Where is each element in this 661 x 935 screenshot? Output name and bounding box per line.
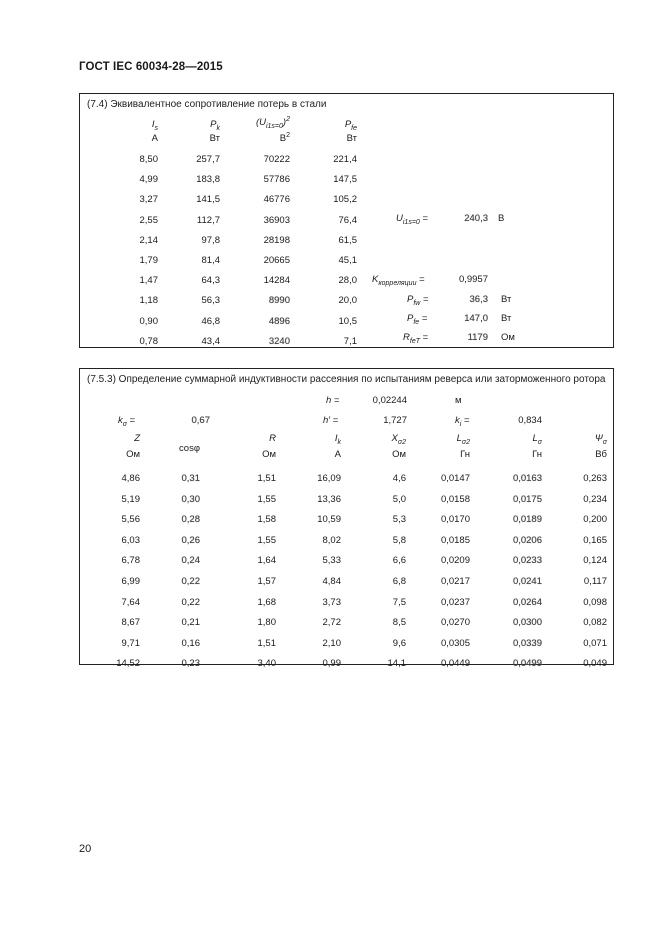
iron-loss-cell: 70222 bbox=[263, 154, 290, 165]
page-number: 20 bbox=[79, 843, 92, 855]
leakage-col-unit: Ом bbox=[262, 449, 276, 460]
u-unit: В bbox=[498, 213, 505, 224]
leakage-caption: (7.5.3) Определение суммарной индуктивности рассеяния по испытаниям реверса или заторможенного ротора bbox=[87, 374, 606, 385]
leakage-col-header: Z bbox=[134, 433, 140, 444]
document-header: ГОСТ IEC 60034-28—2015 bbox=[79, 61, 223, 73]
iron-loss-cell: 2,14 bbox=[139, 234, 158, 246]
iron-loss-cell: 3240 bbox=[268, 335, 290, 347]
iron-loss-cell: 28198 bbox=[263, 234, 290, 246]
leakage-cell: 0,22 bbox=[181, 596, 200, 608]
leakage-cell: 0,0264 bbox=[512, 596, 542, 608]
leakage-cell: 0,098 bbox=[583, 596, 607, 608]
leakage-cell: 0,0339 bbox=[512, 637, 542, 649]
iron-loss-cell: 257,7 bbox=[196, 154, 220, 165]
leakage-cell: 0,0209 bbox=[440, 555, 470, 567]
leakage-cell: 0,071 bbox=[583, 637, 607, 649]
leakage-cell: 1,55 bbox=[257, 534, 276, 546]
h-label: h = bbox=[326, 395, 340, 406]
leakage-cell: 0,0217 bbox=[440, 576, 470, 587]
leakage-cell: 6,99 bbox=[121, 576, 140, 587]
iron-loss-cell: 3,27 bbox=[139, 194, 158, 206]
iron-loss-cell: 20,0 bbox=[338, 295, 357, 307]
leakage-cell: 0,0170 bbox=[440, 514, 470, 526]
leakage-col-unit: Ом bbox=[126, 449, 140, 460]
leakage-cell: 9,6 bbox=[392, 637, 406, 649]
ks-label: $k_\sigma$ = bbox=[118, 415, 136, 428]
leakage-cell: 4,6 bbox=[392, 473, 406, 484]
leakage-cell: 10,59 bbox=[317, 514, 341, 526]
col-header-pk: $P_k$ bbox=[210, 119, 220, 132]
iron-loss-cell: 45,1 bbox=[338, 255, 357, 266]
iron-loss-cell: 64,3 bbox=[201, 275, 220, 287]
iron-loss-cell: 221,4 bbox=[333, 154, 357, 165]
leakage-cell: 0,16 bbox=[181, 637, 200, 649]
leakage-cell: 1,58 bbox=[257, 514, 276, 526]
leakage-cell: 0,0163 bbox=[512, 473, 542, 484]
iron-loss-cell: 1,79 bbox=[139, 255, 158, 266]
leakage-cell: 0,0237 bbox=[440, 596, 470, 608]
leakage-cell: 0,0305 bbox=[440, 637, 470, 649]
leakage-cell: 0,0300 bbox=[512, 617, 542, 629]
iron-loss-cell: 46,8 bbox=[201, 315, 220, 327]
leakage-cell: 1,51 bbox=[257, 637, 276, 649]
leakage-cell: 7,5 bbox=[392, 596, 406, 608]
iron-loss-cell: 183,8 bbox=[196, 174, 220, 186]
leakage-cell: 16,09 bbox=[317, 473, 341, 484]
leakage-cell: 5,3 bbox=[392, 514, 406, 526]
leakage-cell: 0,117 bbox=[583, 576, 607, 587]
leakage-col-header: $L_\sigma$ bbox=[532, 433, 542, 446]
iron-loss-cell: 4896 bbox=[268, 315, 290, 327]
ki-label: $k_i$ = bbox=[455, 415, 470, 428]
col-header-u2: $(U_{i1s=0})^2$ bbox=[255, 116, 290, 131]
leakage-cell: 0,26 bbox=[181, 534, 200, 546]
iron-loss-cell: 20665 bbox=[263, 255, 290, 266]
leakage-cell: 3,40 bbox=[257, 658, 276, 670]
leakage-cell: 3,73 bbox=[322, 596, 341, 608]
iron-loss-cell: 8,50 bbox=[139, 154, 158, 165]
iron-loss-cell: 57786 bbox=[263, 174, 290, 186]
pfw-unit: Вт bbox=[501, 294, 512, 305]
leakage-cell: 1,80 bbox=[257, 617, 276, 629]
ki-value: 0,834 bbox=[518, 415, 542, 426]
leakage-col-unit: А bbox=[334, 449, 341, 460]
u-value: 240,3 bbox=[464, 213, 488, 224]
leakage-cell: 0,0270 bbox=[440, 617, 470, 629]
iron-loss-cell: 76,4 bbox=[338, 214, 357, 226]
leakage-cell: 4,84 bbox=[322, 576, 341, 587]
leakage-cell: 0,082 bbox=[583, 617, 607, 629]
pfw-value: 36,3 bbox=[469, 294, 488, 305]
col-header-pfe: $P_{fe}$ bbox=[344, 119, 357, 132]
iron-loss-cell: 10,5 bbox=[338, 315, 357, 327]
leakage-cell: 0,0158 bbox=[440, 493, 470, 505]
leakage-cell: 0,0206 bbox=[512, 534, 542, 546]
leakage-cell: 14,1 bbox=[387, 658, 406, 670]
iron-loss-cell: 97,8 bbox=[201, 234, 220, 246]
h-unit: м bbox=[455, 395, 462, 406]
leakage-col-unit: Гн bbox=[460, 449, 470, 460]
leakage-cell: 1,68 bbox=[257, 596, 276, 608]
leakage-cell: 6,78 bbox=[121, 555, 140, 567]
k-label: $K_{корреляции}$ = bbox=[372, 274, 425, 287]
leakage-cell: 0,0241 bbox=[512, 576, 542, 587]
iron-loss-cell: 105,2 bbox=[333, 194, 357, 206]
leakage-col-header: R bbox=[269, 433, 276, 444]
iron-loss-cell: 81,4 bbox=[201, 255, 220, 266]
leakage-cell: 6,03 bbox=[121, 534, 140, 546]
leakage-cell: 9,71 bbox=[121, 637, 140, 649]
iron-loss-cell: 2,55 bbox=[139, 214, 158, 226]
leakage-cell: 14,52 bbox=[116, 658, 140, 670]
iron-loss-cell: 0,78 bbox=[139, 335, 158, 347]
hp-value: 1,727 bbox=[383, 415, 407, 426]
leakage-cell: 0,234 bbox=[583, 493, 607, 505]
leakage-cell: 7,64 bbox=[121, 596, 140, 608]
iron-loss-cell: 0,90 bbox=[139, 315, 158, 327]
leakage-cell: 0,0499 bbox=[512, 658, 542, 670]
leakage-col-unit: Гн bbox=[532, 449, 542, 460]
rfe-value: 1179 bbox=[467, 332, 488, 343]
leakage-cell: 1,57 bbox=[257, 576, 276, 587]
iron-loss-cell: 14284 bbox=[263, 275, 290, 287]
iron-loss-table bbox=[79, 93, 614, 348]
leakage-col-unit: Ом bbox=[392, 449, 406, 460]
pfe-unit: Вт bbox=[501, 313, 512, 324]
unit-pk: Вт bbox=[209, 133, 220, 144]
k-value: 0,9957 bbox=[458, 274, 488, 285]
leakage-cell: 0,23 bbox=[181, 658, 200, 670]
leakage-cell: 0,0449 bbox=[440, 658, 470, 670]
leakage-cell: 0,28 bbox=[181, 514, 200, 526]
rfe-unit: Ом bbox=[501, 332, 515, 343]
leakage-cell: 0,22 bbox=[181, 576, 200, 587]
iron-loss-cell: 141,5 bbox=[196, 194, 220, 206]
leakage-cell: 1,55 bbox=[257, 493, 276, 505]
leakage-cell: 5,0 bbox=[392, 493, 406, 505]
leakage-cell: 6,8 bbox=[392, 576, 406, 587]
leakage-col-header: $\Psi_\sigma$ bbox=[594, 433, 607, 446]
unit-u2: $В^2$ bbox=[279, 132, 290, 145]
leakage-cell: 2,10 bbox=[322, 637, 341, 649]
ks-value: 0,67 bbox=[191, 415, 210, 426]
col-header-is: $I_s$ bbox=[151, 119, 158, 132]
leakage-col-header: $X_{\sigma 2}$ bbox=[391, 433, 406, 446]
pfe-label: $P_{fe}$ = bbox=[407, 313, 428, 326]
leakage-cell: 6,6 bbox=[392, 555, 406, 567]
leakage-inductance-table bbox=[79, 368, 614, 670]
leakage-cell: 1,51 bbox=[257, 473, 276, 484]
leakage-cell: 0,0147 bbox=[440, 473, 470, 484]
leakage-cell: 0,165 bbox=[583, 534, 607, 546]
leakage-cell: 5,56 bbox=[121, 514, 140, 526]
unit-is: А bbox=[151, 133, 158, 144]
iron-loss-cell: 46776 bbox=[263, 194, 290, 206]
leakage-cell: 0,124 bbox=[583, 555, 607, 567]
iron-loss-cell: 4,99 bbox=[139, 174, 158, 186]
leakage-cell: 5,19 bbox=[121, 493, 140, 505]
iron-loss-caption: (7.4) Эквивалентное сопротивление потерь в стали bbox=[87, 99, 327, 110]
leakage-col-header: cosφ bbox=[179, 443, 200, 454]
leakage-cell: 0,200 bbox=[583, 514, 607, 526]
leakage-col-header: $I_k$ bbox=[334, 433, 341, 446]
pfw-label: $P_{fw}$ = bbox=[407, 294, 429, 307]
leakage-cell: 0,99 bbox=[322, 658, 341, 670]
leakage-cell: 8,02 bbox=[322, 534, 341, 546]
leakage-cell: 8,5 bbox=[392, 617, 406, 629]
leakage-col-unit: Вб bbox=[595, 449, 607, 460]
unit-pfe: Вт bbox=[346, 133, 357, 144]
leakage-cell: 4,86 bbox=[121, 473, 140, 484]
leakage-cell: 0,31 bbox=[181, 473, 200, 484]
leakage-cell: 0,263 bbox=[583, 473, 607, 484]
leakage-cell: 0,049 bbox=[583, 658, 607, 670]
leakage-cell: 1,64 bbox=[257, 555, 276, 567]
hp-label: h′ = bbox=[323, 415, 339, 426]
rfe-label: $R_{feT}$ = bbox=[403, 332, 429, 345]
iron-loss-cell: 36903 bbox=[263, 214, 290, 226]
iron-loss-cell: 112,7 bbox=[196, 214, 220, 226]
iron-loss-cell: 43,4 bbox=[201, 335, 220, 347]
iron-loss-cell: 56,3 bbox=[201, 295, 220, 307]
iron-loss-cell: 8990 bbox=[268, 295, 290, 307]
iron-loss-cell: 1,47 bbox=[139, 275, 158, 287]
leakage-cell: 5,33 bbox=[322, 555, 341, 567]
leakage-cell: 0,30 bbox=[181, 493, 200, 505]
h-value: 0,02244 bbox=[372, 395, 407, 406]
pfe-value: 147,0 bbox=[464, 313, 488, 324]
leakage-cell: 0,0233 bbox=[512, 555, 542, 567]
leakage-cell: 8,67 bbox=[121, 617, 140, 629]
leakage-cell: 0,0175 bbox=[512, 493, 542, 505]
leakage-cell: 0,0185 bbox=[440, 534, 470, 546]
iron-loss-cell: 1,18 bbox=[139, 295, 158, 307]
leakage-cell: 13,36 bbox=[317, 493, 341, 505]
leakage-cell: 0,0189 bbox=[512, 514, 542, 526]
iron-loss-cell: 7,1 bbox=[343, 335, 357, 347]
leakage-cell: 0,24 bbox=[181, 555, 200, 567]
iron-loss-cell: 61,5 bbox=[338, 234, 357, 246]
leakage-cell: 0,21 bbox=[181, 617, 200, 629]
u-label: $U_{i1s=0}$ = bbox=[396, 213, 429, 226]
leakage-cell: 5,8 bbox=[392, 534, 406, 546]
leakage-cell: 2,72 bbox=[322, 617, 341, 629]
iron-loss-cell: 28,0 bbox=[338, 275, 357, 287]
iron-loss-cell: 147,5 bbox=[333, 174, 357, 186]
leakage-col-header: $L_{\sigma 2}$ bbox=[456, 433, 470, 446]
